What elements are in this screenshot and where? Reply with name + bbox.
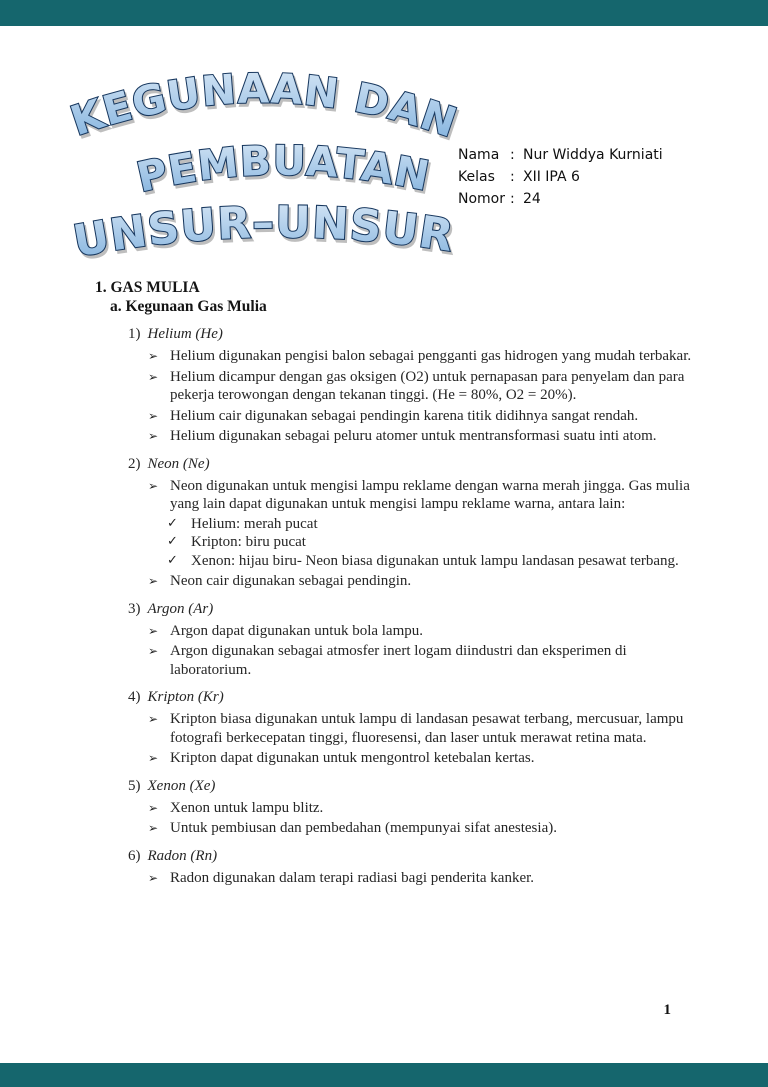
- student-value: Nur Widdya Kurniati: [523, 147, 663, 163]
- student-colon: :: [510, 147, 515, 163]
- bullet-text: Neon cair digunakan sebagai pendingin.: [170, 573, 412, 589]
- arrow-bullet-icon: ➢: [148, 751, 159, 765]
- numbered-item: [128, 688, 712, 768]
- section-number: 1.: [95, 279, 107, 296]
- arrow-bullet-icon: ➢: [148, 870, 159, 885]
- bullet-text: Neon digunakan untuk mengisi lampu reklame dengan warna merah jingga. Gas mulia yang lain dapat digunakan untuk mengisi lampu reklame warna, antara lain:: [170, 477, 690, 512]
- bullet-item: [148, 749, 696, 768]
- bullet-body: [170, 427, 696, 446]
- bullet-item: [148, 572, 696, 591]
- wordart-title: [56, 50, 470, 268]
- bullet-text: Kripton dapat digunakan untuk mengontrol ketebalan kertas.: [170, 750, 535, 766]
- bullet-text: Xenon untuk lampu blitz.: [170, 799, 324, 816]
- bullet-text: Helium digunakan sebagai peluru atomer untuk mentransformasi suatu inti atom.: [170, 428, 657, 444]
- bullet-text: Radon digunakan dalam terapi radiasi bagi penderita kanker.: [170, 869, 535, 886]
- bullet-item: [148, 407, 696, 426]
- arrow-bullet-icon: ➢: [148, 821, 159, 835]
- check-item: [167, 515, 696, 534]
- arrow-bullet-icon: ➢: [148, 369, 159, 384]
- element-name: Argon (Ar): [147, 600, 214, 617]
- item-number: 5): [128, 777, 141, 794]
- bullet-item: [148, 427, 696, 446]
- check-bullet-icon: ✓: [167, 534, 178, 549]
- bullet-text: Helium cair digunakan sebagai pendingin karena titik didihnya sangat rendah.: [170, 407, 639, 424]
- student-row: [458, 144, 663, 166]
- page-number: 1: [663, 1002, 671, 1018]
- wordart-line3: UNSUR–UNSUR: [69, 197, 458, 268]
- bullet-body: [170, 368, 696, 405]
- bullet-text: Helium digunakan pengisi balon sebagai pengganti gas hidrogen yang mudah terbakar.: [170, 348, 692, 364]
- bullet-body: [170, 622, 696, 641]
- bullet-text: Argon digunakan sebagai atmosfer inert logam diindustri dan eksperimen di laboratorium.: [170, 643, 627, 678]
- student-label: Kelas: [458, 169, 495, 185]
- check-list: [167, 515, 696, 571]
- check-item: [167, 533, 696, 552]
- subsection-heading: [110, 297, 712, 316]
- item-number: 1): [128, 326, 141, 342]
- bullet-item: [148, 347, 696, 366]
- item-number: 4): [128, 689, 141, 705]
- section-heading: [95, 278, 712, 297]
- student-label: Nomor: [458, 191, 505, 207]
- arrow-bullet-icon: ➢: [148, 712, 159, 726]
- bullet-item: [148, 622, 696, 641]
- wordart-line2: PEMBUATAN: [132, 136, 434, 202]
- bullet-body: [170, 749, 696, 768]
- wordart-line1: KEGUNAAN DAN: [64, 64, 464, 148]
- bullet-text: Argon dapat digunakan untuk bola lampu.: [170, 622, 424, 639]
- student-colon: :: [510, 169, 515, 185]
- subsection-letter: a.: [110, 298, 122, 315]
- bullet-text: Untuk pembiusan dan pembedahan (mempunyai sifat anestesia).: [170, 820, 557, 836]
- bullet-item: [148, 477, 696, 571]
- bullet-body: [170, 799, 696, 818]
- check-text: Xenon: hijau biru- Neon biasa digunakan untuk lampu landasan pesawat terbang.: [191, 552, 679, 569]
- bullet-body: [170, 642, 696, 679]
- item-title: [128, 847, 712, 866]
- bullet-text: Kripton biasa digunakan untuk lampu di landasan pesawat terbang, mercusuar, lampu fotografi berkecepatan tinggi, fluoresensi, dan laser untuk merawat retina mata.: [170, 711, 684, 746]
- student-value: XII IPA 6: [523, 169, 580, 185]
- item-number: 2): [128, 455, 141, 472]
- arrow-bullet-icon: ➢: [148, 644, 159, 658]
- check-text: Helium: merah pucat: [191, 515, 318, 532]
- background-strip-bottom: [0, 1063, 768, 1087]
- element-name: Neon (Ne): [147, 455, 210, 472]
- bullet-item: [148, 710, 696, 747]
- arrow-bullet-icon: ➢: [148, 574, 159, 588]
- arrow-bullet-icon: ➢: [148, 623, 159, 638]
- background-strip-top: [0, 0, 768, 26]
- arrow-bullet-icon: ➢: [148, 800, 159, 815]
- bullet-item: [148, 642, 696, 679]
- element-name: Radon (Rn): [147, 847, 218, 864]
- bullet-item: [148, 368, 696, 405]
- student-info: [458, 144, 663, 210]
- numbered-item: [128, 325, 712, 446]
- item-title: [128, 688, 712, 707]
- student-label: Nama: [458, 147, 500, 163]
- check-bullet-icon: ✓: [167, 515, 178, 531]
- bullet-body: [170, 869, 696, 888]
- item-title: [128, 455, 712, 474]
- check-text: Kripton: biru pucat: [191, 534, 306, 550]
- bullet-item: [148, 799, 696, 818]
- student-row: [458, 188, 663, 210]
- numbered-item: [128, 455, 712, 591]
- arrow-bullet-icon: ➢: [148, 478, 159, 493]
- bullet-body: [170, 407, 696, 426]
- item-title: [128, 600, 712, 619]
- section-title: GAS MULIA: [110, 279, 200, 296]
- item-number: 3): [128, 600, 141, 617]
- bullet-body: [167, 477, 696, 571]
- bullet-item: [148, 869, 696, 888]
- numbered-item: [128, 847, 712, 888]
- bullet-body: [170, 819, 696, 838]
- bullet-text: Helium dicampur dengan gas oksigen (O2) untuk pernapasan para penyelam dan para pekerja terowongan dengan tekanan tinggi. (He = 80%, O2 = 20%).: [170, 368, 685, 403]
- item-number: 6): [128, 847, 141, 864]
- student-row: [458, 166, 663, 188]
- item-title: [128, 777, 712, 796]
- subsection-title: Kegunaan Gas Mulia: [125, 298, 267, 315]
- document-content: [0, 278, 712, 887]
- bullet-body: [170, 710, 696, 747]
- check-item: [167, 552, 696, 571]
- element-name: Helium (He): [147, 326, 223, 342]
- sections-container: [95, 325, 712, 887]
- bullet-body: [170, 347, 696, 366]
- numbered-item: [128, 777, 712, 838]
- element-name: Kripton (Kr): [147, 689, 224, 705]
- bullet-body: [170, 572, 696, 591]
- check-bullet-icon: ✓: [167, 552, 178, 568]
- numbered-item: [128, 600, 712, 680]
- bullet-item: [148, 819, 696, 838]
- arrow-bullet-icon: ➢: [148, 349, 159, 363]
- student-value: 24: [523, 191, 541, 207]
- element-name: Xenon (Xe): [147, 777, 216, 794]
- arrow-bullet-icon: ➢: [148, 429, 159, 443]
- arrow-bullet-icon: ➢: [148, 408, 159, 423]
- student-colon: :: [510, 191, 515, 207]
- page-header: [0, 26, 768, 278]
- item-title: [128, 325, 712, 344]
- document-page: [0, 26, 768, 1063]
